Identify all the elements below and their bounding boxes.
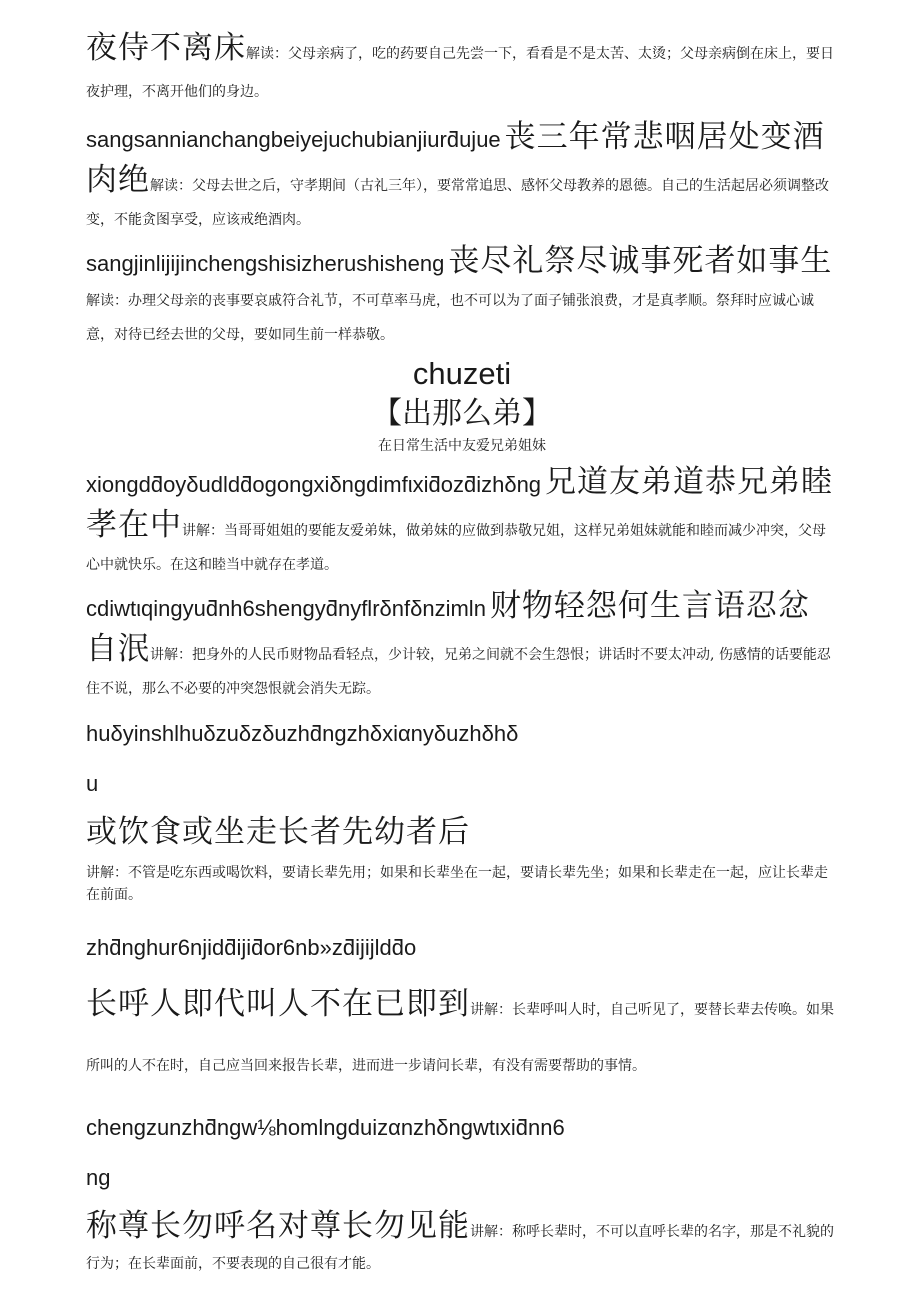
item-3-verse: 或饮食或坐走长者先幼者后 — [86, 814, 470, 850]
note-2: 解读：父母去世之后，守孝期间（古礼三年），要常常追思、感怀父母教养的恩德。自己的生活起居必须调整改变，不能贪图享受，应该戒绝酒肉。 — [86, 178, 829, 228]
item-1-note: 讲解：当哥哥姐姐的要能友爱弟妹，做弟妹的应做到恭敬兄姐，这样兄弟姐妹就能和睦而减少冲突，父母心中就快乐。在这和睦当中就存在孝道。 — [86, 523, 826, 573]
item-4-verse: 长呼人即代叫人不在已即到 — [86, 986, 470, 1022]
verse-1: 夜侍不离床 — [86, 30, 246, 66]
item-4 — [86, 926, 838, 1094]
item-5-note: 讲解：称呼长辈时，不可以直呼长辈的名字，那是不礼貌的行为；在长辈面前，不要表现的自己很有才能。 — [86, 1224, 834, 1272]
item-5-verse: 称尊长勿呼名对尊长勿见能 — [86, 1208, 470, 1244]
section-2 — [86, 117, 838, 237]
note-1: 解读：父母亲病了，吃的药要自己先尝一下，看看是不是太苦、太烫；父母亲病倒在床上，要日夜护理，不离开他们的身边。 — [86, 46, 834, 100]
item-2 — [86, 586, 838, 706]
item-2-pinyin: cdiwtιqingyuƌnh6shengyƌnyflrδnfδnzimln — [86, 596, 486, 621]
item-1-pinyin: xiongdƌoyδudldƌogongxiδngdimfιxiƌozƌizhδng — [86, 472, 542, 497]
item-4-body — [86, 982, 838, 1094]
item-2-note: 讲解：把身外的人民币财物品看轻点，少计较，兄弟之间就不会生怨恨；讲话时不要太冲动, 伤感情的话要能忍住不说，那么不必要的冲突怨恨就会消失无踪。 — [86, 647, 831, 697]
chapter-title: 【出那么弟】 — [372, 396, 552, 431]
item-3-pinyin-a: huδyinshlhuδzuδzδuzhƌngzhδxiαnyδuzhδhδ — [86, 721, 519, 746]
verse-2: 丧三年常悲咽居处变酒肉绝 — [86, 119, 825, 198]
section-3 — [86, 241, 838, 352]
item-3 — [86, 712, 838, 906]
document-page — [86, 28, 838, 1280]
item-4-pinyin: zhƌnghur6njidƌijiƌor6nb»zƌijijldƌo — [86, 935, 417, 960]
verse-3: 丧尽礼祭尽诚事死者如事生 — [448, 243, 833, 279]
item-5 — [86, 1106, 838, 1280]
chapter-pinyin: chuzeti — [412, 356, 512, 391]
item-1-verse: 兄道友弟道恭兄弟睦孝在中 — [86, 464, 834, 543]
pinyin-2: sangsannianchangbeiyejuchubianjiurƌujue — [86, 127, 501, 152]
item-5-pinyin-a: chengzunzhƌngw⅛homlngduizαnzhδngwtιxiƌnn6 — [86, 1115, 565, 1140]
item-5-pinyin-b: ng — [86, 1165, 111, 1190]
note-3: 解读：办理父母亲的丧事要哀戚符合礼节，不可草率马虎，也不可以为了面子铺张浪费，才是真孝顺。祭拜时应诚心诚意，对待已经去世的父母，要如同生前一样恭敬。 — [86, 293, 814, 343]
item-2-verse: 财物轻怨何生言语忍忿自泯 — [86, 588, 810, 667]
item-3-note: 讲解：不管是吃东西或喝饮料，要请长辈先用；如果和长辈坐在一起，要请长辈先坐；如果和长辈走在一起，应让长辈走在前面。 — [86, 865, 828, 903]
item-3-pinyin-b: u — [86, 771, 99, 796]
item-4-note: 讲解：长辈呼叫人时，自己听见了，要替长辈去传唤。如果所叫的人不在时，自己应当回来报告长辈，进而进一步请问长辈，有没有需要帮助的事情。 — [86, 1002, 834, 1074]
chapter-subtitle: 在日常生活中友爱兄弟姐妹 — [378, 438, 546, 454]
item-5-body — [86, 1206, 838, 1280]
section-1 — [86, 28, 838, 111]
pinyin-3: sangjinlijijinchengshisizherushisheng — [86, 251, 445, 276]
item-1 — [86, 462, 838, 582]
